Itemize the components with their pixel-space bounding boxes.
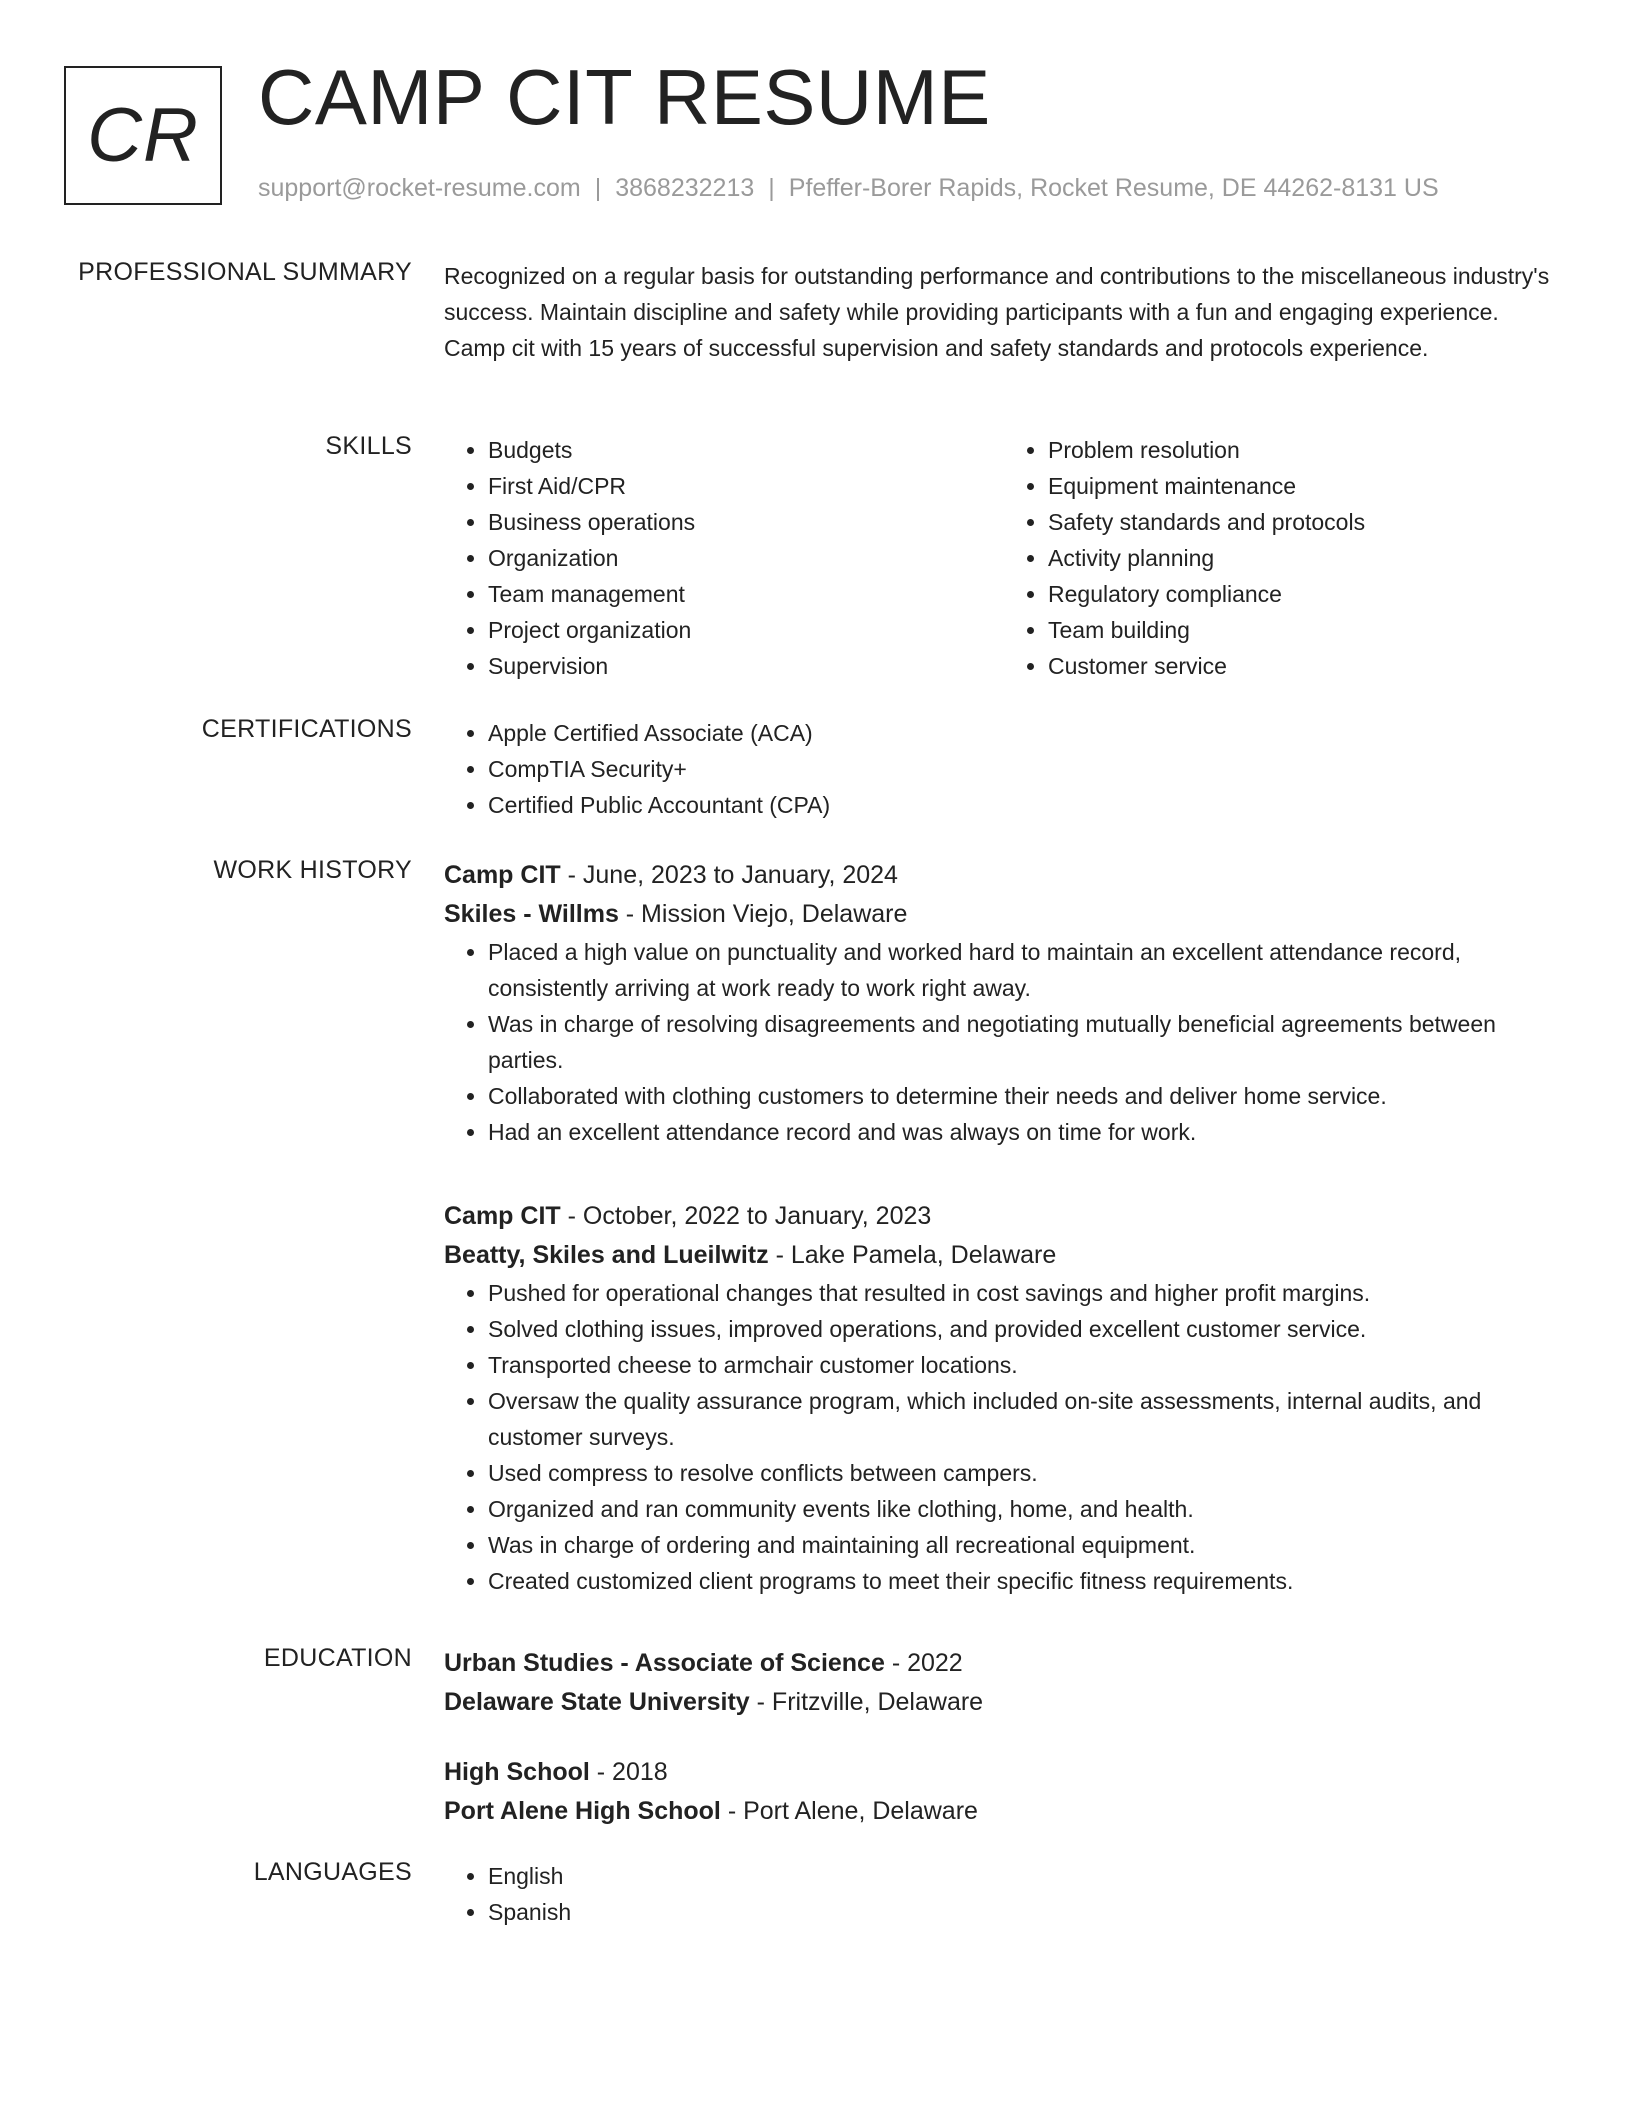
summary-text: Recognized on a regular basis for outstanding performance and contributions to the miscellaneous industry's success. Maintain discipline and safety while providing participants with a fun and engaging experience. Camp cit with 15 years of successful supervision and safety standards and protocols experience. <box>444 263 1550 361</box>
job-bullets <box>444 1275 1564 1599</box>
contact-phone: 3868232213 <box>615 174 755 202</box>
list-item: • Was in charge of ordering and maintaining all recreational equipment. <box>488 1527 1564 1563</box>
job-entry <box>444 856 1564 1150</box>
list-item: • Team building <box>1048 612 1564 648</box>
job-company: Skiles - Willms <box>444 900 619 928</box>
list-item: • Organized and ran community events like clothing, home, and health. <box>488 1491 1564 1527</box>
job-company-line <box>444 1236 1564 1275</box>
school-location: - Port Alene, Delaware <box>720 1797 978 1825</box>
degree: Urban Studies - Associate of Science <box>444 1649 885 1677</box>
list-item: • Transported cheese to armchair customer locations. <box>488 1347 1564 1383</box>
list-item: • Created customized client programs to meet their specific fitness requirements. <box>488 1563 1564 1599</box>
list-item: • Collaborated with clothing customers to determine their needs and deliver home service. <box>488 1078 1564 1114</box>
list-item: • Pushed for operational changes that resulted in cost savings and higher profit margins. <box>488 1275 1564 1311</box>
list-item: • Safety standards and protocols <box>1048 504 1564 540</box>
list-item: • Had an excellent attendance record and was always on time for work. <box>488 1114 1564 1150</box>
list-item: • Used compress to resolve conflicts between campers. <box>488 1455 1564 1491</box>
job-location: - Mission Viejo, Delaware <box>618 900 908 928</box>
degree: High School <box>444 1758 590 1786</box>
list-item: • Placed a high value on punctuality and worked hard to maintain an excellent attendance record, consistently arriving at work ready to work right away. <box>488 934 1564 1006</box>
education-entry <box>444 1753 1564 1831</box>
list-item: • First Aid/CPR <box>488 468 1004 504</box>
job-entry <box>444 1197 1564 1599</box>
section-label: SKILLS <box>325 432 412 460</box>
contact-address: Pfeffer-Borer Rapids, Rocket Resume, DE 44262-8131 US <box>788 174 1439 202</box>
list-item: • Organization <box>488 540 1004 576</box>
section-label: LANGUAGES <box>253 1858 412 1886</box>
list-item: • Solved clothing issues, improved operations, and provided excellent customer service. <box>488 1311 1564 1347</box>
job-company-line <box>444 895 1564 934</box>
list-item: • Problem resolution <box>1048 432 1564 468</box>
skills-list-left <box>444 432 1004 684</box>
school-line <box>444 1683 1564 1722</box>
job-title: Camp CIT <box>444 861 561 889</box>
job-company: Beatty, Skiles and Lueilwitz <box>444 1241 769 1269</box>
section-label: WORK HISTORY <box>213 856 412 884</box>
contact-separator: | <box>594 174 602 202</box>
list-item: • Regulatory compliance <box>1048 576 1564 612</box>
section-label: CERTIFICATIONS <box>201 715 412 743</box>
list-item: • Team management <box>488 576 1004 612</box>
languages-list <box>444 1858 1564 1930</box>
contact-separator: | <box>768 174 775 202</box>
list-item: • Customer service <box>1048 648 1564 684</box>
education-entry <box>444 1644 1564 1722</box>
job-title-line <box>444 856 1564 895</box>
job-title-line <box>444 1197 1564 1236</box>
list-item: • Certified Public Accountant (CPA) <box>488 787 1564 823</box>
list-item: • Activity planning <box>1048 540 1564 576</box>
degree-line <box>444 1644 1564 1683</box>
certifications-list <box>444 715 1564 823</box>
list-item: • Oversaw the quality assurance program, which included on-site assessments, internal audits, and customer surveys. <box>488 1383 1564 1455</box>
monogram-box <box>64 66 222 205</box>
school: Delaware State University <box>444 1688 750 1716</box>
list-item: • Business operations <box>488 504 1004 540</box>
monogram-initials: CR <box>87 93 199 178</box>
list-item: • Was in charge of resolving disagreements and negotiating mutually beneficial agreements between parties. <box>488 1006 1564 1078</box>
school-location: - Fritzville, Delaware <box>749 1688 984 1716</box>
list-item: • CompTIA Security+ <box>488 751 1564 787</box>
job-dates: - June, 2023 to January, 2024 <box>560 861 898 889</box>
job-dates: - October, 2022 to January, 2023 <box>560 1202 932 1230</box>
degree-line <box>444 1753 1564 1792</box>
contact-email: support@rocket-resume.com <box>258 174 581 202</box>
section-label: EDUCATION <box>263 1644 412 1672</box>
list-item: • Supervision <box>488 648 1004 684</box>
job-title: Camp CIT <box>444 1202 561 1230</box>
list-item: • Spanish <box>488 1894 1564 1930</box>
list-item: • Apple Certified Associate (ACA) <box>488 715 1564 751</box>
job-bullets <box>444 934 1564 1150</box>
school-line <box>444 1792 1564 1831</box>
list-item: • Budgets <box>488 432 1004 468</box>
list-item: • English <box>488 1858 1564 1894</box>
list-item: • Equipment maintenance <box>1048 468 1564 504</box>
degree-year: - 2018 <box>589 1758 668 1786</box>
resume-title: CAMP CIT RESUME <box>258 53 991 141</box>
section-label: PROFESSIONAL SUMMARY <box>78 258 412 286</box>
school: Port Alene High School <box>444 1797 721 1825</box>
list-item: • Project organization <box>488 612 1004 648</box>
skills-list-right <box>1004 432 1564 684</box>
job-location: - Lake Pamela, Delaware <box>768 1241 1057 1269</box>
degree-year: - 2022 <box>884 1649 963 1677</box>
contact-line <box>258 174 1439 203</box>
